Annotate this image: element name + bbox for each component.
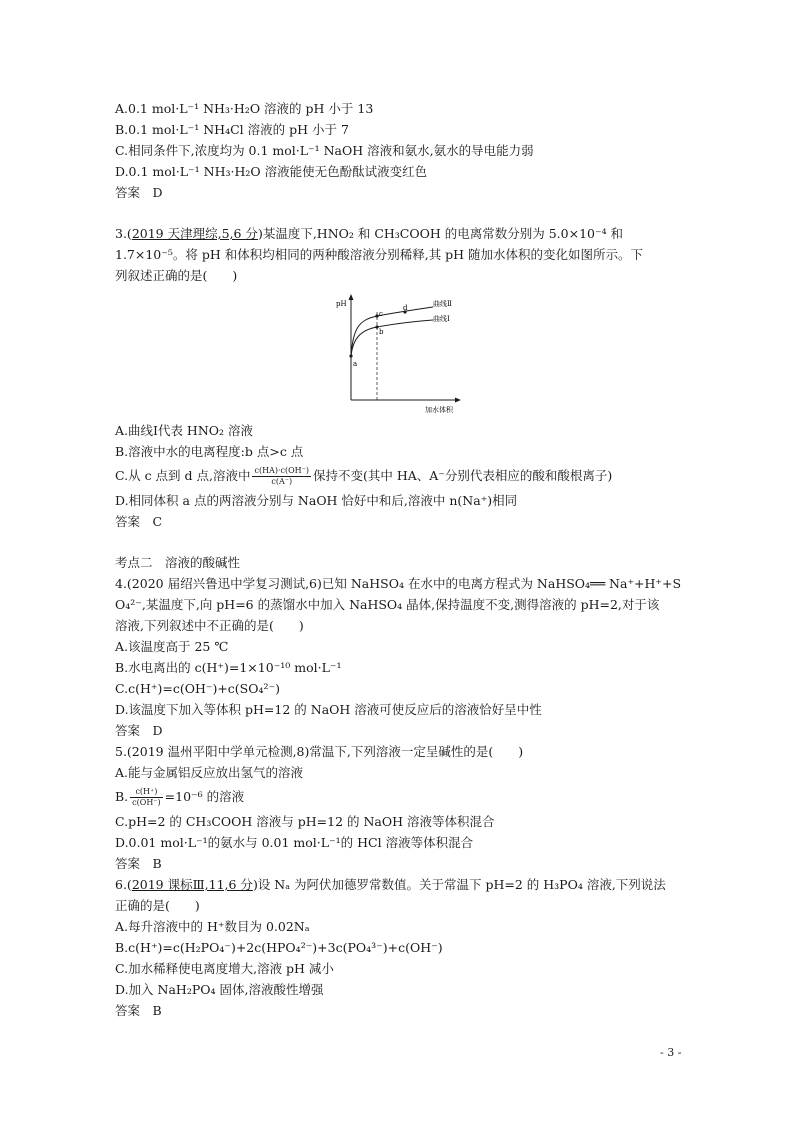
q3-source: 2019 天津理综,5,6 分 [131, 226, 258, 241]
label-d: d [403, 304, 408, 312]
q2-answer: 答案 D [115, 185, 163, 200]
q2-option-b: B.0.1 mol·L⁻¹ NH₄Cl 溶液的 pH 小于 7 [115, 122, 349, 137]
q6-option-a: A.每升溶液中的 H⁺数目为 0.02Nₐ [115, 919, 310, 934]
fraction-denominator: c(OH⁻) [132, 798, 161, 807]
q4-stem-line3: 溶液,下列叙述中不正确的是( ) [115, 618, 304, 633]
fraction-numerator: c(HA)·c(OH⁻) [254, 466, 309, 475]
q5-option-b [115, 783, 690, 811]
q3-stem-line1 [115, 223, 690, 244]
label-b: b [379, 328, 384, 336]
label-c: c [379, 310, 383, 318]
q3-option-c-pre: C.从 c 点到 d 点,溶液中 [115, 468, 251, 483]
q6-source: 2019 课标Ⅲ,11,6 分 [131, 877, 253, 892]
curve-1-line [351, 320, 433, 356]
point-a [349, 354, 352, 357]
q6-answer: 答案 B [115, 1003, 162, 1018]
curve-1-label: 曲线Ⅰ [433, 315, 450, 323]
q3-answer: 答案 C [115, 514, 163, 529]
q6-stem-line1 [115, 874, 690, 895]
x-axis-arrow [455, 398, 461, 403]
q2-option-d: D.0.1 mol·L⁻¹ NH₃·H₂O 溶液能使无色酚酞试液变红色 [115, 164, 428, 179]
q5-option-b-post: =10⁻⁶ 的溶液 [164, 789, 245, 804]
ph-dilution-graph [329, 288, 469, 416]
q3-stem-line3: 列叙述正确的是( ) [115, 268, 238, 283]
q4-stem-line1: 4.(2020 届绍兴鲁迅中学复习测试,6)已知 NaHSO₄ 在水中的电离方程式为 NaHSO₄══ Na⁺+H⁺+S [115, 576, 682, 591]
q3-option-c [115, 462, 690, 490]
q4-option-c: C.c(H⁺)=c(OH⁻)+c(SO₄²⁻) [115, 681, 280, 696]
q5-option-d: D.0.01 mol·L⁻¹的氨水与 0.01 mol·L⁻¹的 HCl 溶液等体积混合 [115, 835, 474, 850]
q6-number: 6.( [115, 877, 132, 892]
q6-stem-line2: 正确的是( ) [115, 898, 200, 913]
q2-option-c: C.相同条件下,浓度均为 0.1 mol·L⁻¹ NaOH 溶液和氨水,氨水的导电能力弱 [115, 143, 534, 158]
q6-option-d: D.加入 NaH₂PO₄ 固体,溶液酸性增强 [115, 982, 324, 997]
q5-stem: 5.(2019 温州平阳中学单元检测,8)常温下,下列溶液一定呈碱性的是( ) [115, 744, 524, 759]
q3-number: 3.( [115, 226, 132, 241]
x-axis-label: 加水体积 [425, 406, 453, 414]
q4-option-b: B.水电离出的 c(H⁺)=1×10⁻¹⁰ mol·L⁻¹ [115, 660, 342, 675]
q6-option-c: C.加水稀释使电离度增大,溶液 pH 减小 [115, 961, 334, 976]
q6-option-b: B.c(H⁺)=c(H₂PO₄⁻)+2c(HPO₄²⁻)+3c(PO₄³⁻)+c(OH⁻) [115, 940, 443, 955]
label-a: a [353, 360, 358, 368]
fraction-denominator: c(A⁻) [271, 477, 293, 486]
q3-stem-text: )某温度下,HNO₂ 和 CH₃COOH 的电离常数分别为 5.0×10⁻⁴ 和 [257, 226, 624, 241]
q5-option-a: A.能与金属铝反应放出氢气的溶液 [115, 765, 304, 780]
y-axis-label: pH [336, 300, 347, 308]
q3-option-c-post: 保持不变(其中 HA、A⁻分别代表相应的酸和酸根离子) [312, 468, 613, 483]
curve-2-label: 曲线Ⅱ [433, 300, 452, 308]
q6-stem-text: )设 Nₐ 为阿伏加德罗常数值。关于常温下 pH=2 的 H₃PO₄ 溶液,下列说法 [252, 877, 666, 892]
page-number: - 3 - [660, 1046, 682, 1059]
q3-figure [115, 286, 690, 420]
q5-answer: 答案 B [115, 856, 162, 871]
q3-option-a: A.曲线Ⅰ代表 HNO₂ 溶液 [115, 423, 253, 438]
q5-option-b-fraction [130, 787, 162, 808]
section-heading: 考点二 溶液的酸碱性 [115, 555, 241, 570]
q3-option-c-fraction [252, 466, 311, 487]
fraction-numerator: c(H⁺) [130, 787, 162, 798]
y-axis-arrow [349, 294, 354, 300]
q4-stem-line2: O₄²⁻,某温度下,向 pH=6 的蒸馏水中加入 NaHSO₄ 晶体,保持温度不变,测得溶液的 pH=2,对于该 [115, 597, 660, 612]
q5-option-c: C.pH=2 的 CH₃COOH 溶液与 pH=12 的 NaOH 溶液等体积混合 [115, 814, 495, 829]
q4-answer: 答案 D [115, 723, 163, 738]
q4-option-d: D.该温度下加入等体积 pH=12 的 NaOH 溶液可使反应后的溶液恰好呈中性 [115, 702, 542, 717]
q3-stem-line2: 1.7×10⁻⁵。将 pH 和体积均相同的两种酸溶液分别稀释,其 pH 随加水体积的变化如图所示。下 [115, 247, 644, 262]
q3-option-d: D.相同体积 a 点的两溶液分别与 NaOH 恰好中和后,溶液中 n(Na⁺)相同 [115, 493, 518, 508]
q5-option-b-pre: B. [115, 789, 129, 804]
q3-option-b: B.溶液中水的电离程度:b 点>c 点 [115, 444, 304, 459]
q2-option-a: A.0.1 mol·L⁻¹ NH₃·H₂O 溶液的 pH 小于 13 [115, 101, 374, 116]
q4-option-a: A.该温度高于 25 ℃ [115, 639, 229, 654]
document-page [115, 98, 690, 1021]
